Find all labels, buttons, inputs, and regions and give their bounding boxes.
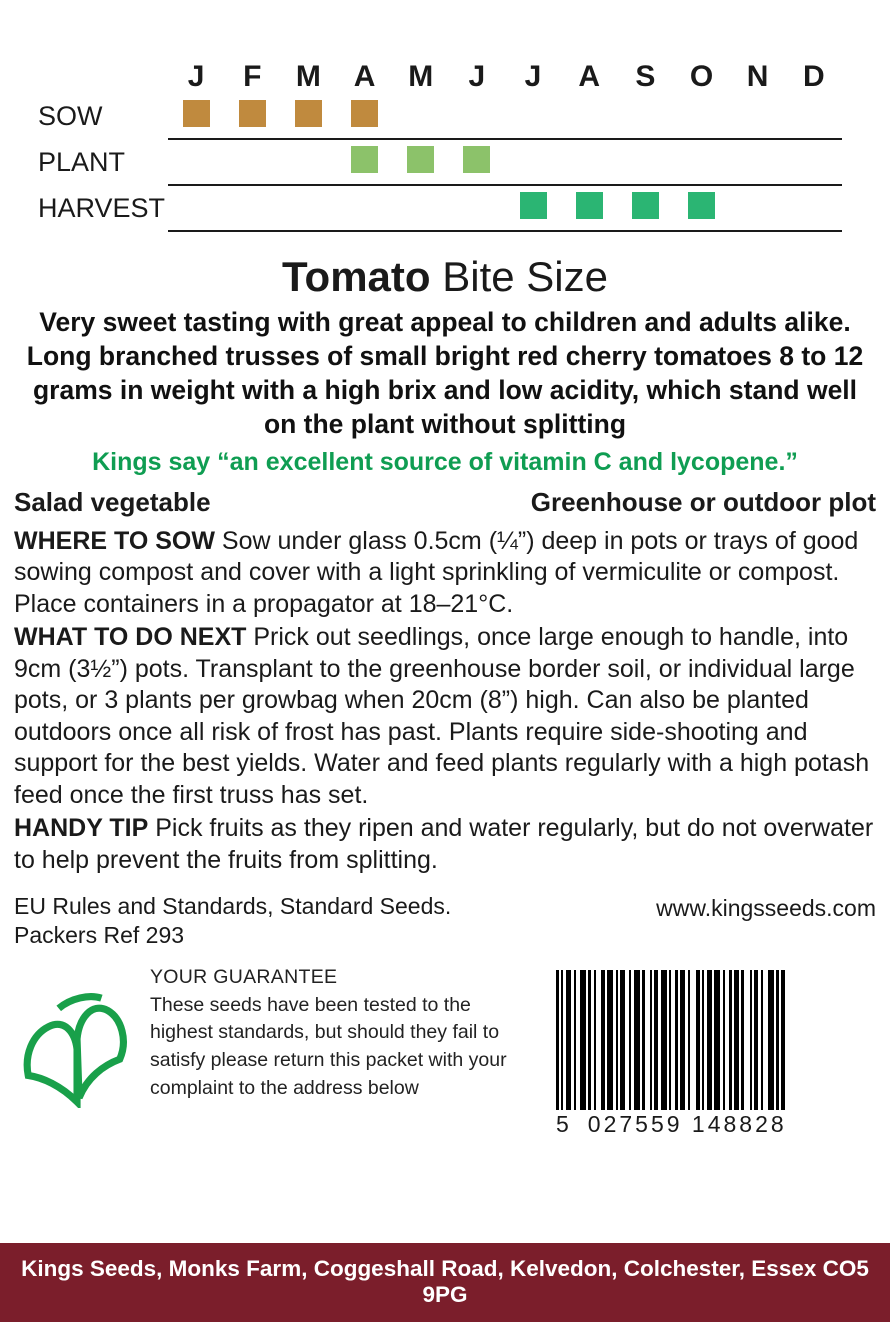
swatch-harvest-aug bbox=[576, 192, 603, 219]
swatch-harvest-jul bbox=[520, 192, 547, 219]
cell-sow-5 bbox=[449, 94, 505, 139]
month-label-10: N bbox=[746, 60, 769, 93]
cell-harvest-5 bbox=[449, 185, 505, 231]
cell-plant-1 bbox=[224, 139, 280, 185]
calendar-body bbox=[38, 94, 842, 231]
cell-sow-0 bbox=[168, 94, 224, 139]
swatch-sow-aug bbox=[576, 100, 603, 127]
month-label-11: D bbox=[803, 60, 825, 93]
swatch-harvest-apr bbox=[351, 192, 378, 219]
cell-plant-3 bbox=[336, 139, 392, 185]
swatch-harvest-mar bbox=[295, 192, 322, 219]
calendar-row-label-harvest: HARVEST bbox=[38, 192, 166, 223]
page-title bbox=[0, 254, 890, 300]
swatch-harvest-jan bbox=[183, 192, 210, 219]
cell-sow-10 bbox=[730, 94, 786, 139]
cell-harvest-2 bbox=[280, 185, 336, 231]
month-label-2: M bbox=[295, 60, 321, 93]
subheader-row bbox=[0, 477, 890, 518]
packers-ref-text: Packers Ref 293 bbox=[14, 922, 185, 949]
swatch-plant-apr bbox=[351, 146, 378, 173]
calendar-month-header-row bbox=[38, 60, 842, 94]
swatch-plant-oct bbox=[688, 146, 715, 173]
cell-plant-7 bbox=[561, 139, 617, 185]
cell-harvest-7 bbox=[561, 185, 617, 231]
swatch-sow-feb bbox=[239, 100, 266, 127]
barcode-digits-main: 027559 148828 bbox=[587, 1110, 787, 1137]
cell-harvest-8 bbox=[617, 185, 673, 231]
swatch-sow-may bbox=[407, 100, 434, 127]
meta-row bbox=[0, 878, 890, 950]
cell-sow-11 bbox=[786, 94, 842, 139]
month-label-3: A bbox=[353, 60, 376, 93]
calendar-row-sow bbox=[38, 94, 842, 139]
swatch-sow-mar bbox=[295, 100, 322, 127]
crop-name: Tomato bbox=[282, 253, 431, 300]
calendar-row-label-plant: PLANT bbox=[38, 146, 126, 177]
swatch-harvest-nov bbox=[744, 192, 771, 219]
swatch-plant-jan bbox=[183, 146, 210, 173]
barcode-digits bbox=[556, 1111, 876, 1138]
swatch-sow-jul bbox=[520, 100, 547, 127]
barcode-digit-left: 5 bbox=[556, 1110, 572, 1137]
cell-plant-4 bbox=[393, 139, 449, 185]
month-label-7: A bbox=[578, 60, 600, 93]
month-label-4: M bbox=[408, 60, 434, 93]
instruction-lead-where-to-sow: WHERE TO SOW bbox=[14, 526, 215, 555]
swatch-sow-jun bbox=[463, 100, 490, 127]
month-label-6: J bbox=[524, 60, 542, 93]
guarantee-body: These seeds have been tested to the highest standards, but should they fail to satisfy please return this packet with your complaint to the address below bbox=[150, 993, 507, 1099]
cell-harvest-11 bbox=[786, 185, 842, 231]
cell-sow-2 bbox=[280, 94, 336, 139]
cell-harvest-0 bbox=[168, 185, 224, 231]
leaf-logo-icon bbox=[14, 988, 136, 1108]
barcode-block bbox=[556, 964, 876, 1138]
instruction-body-where-to-sow: Sow under glass 0.5cm (¼”) deep in pots or trays of good sowing compost and cover with a light sprinkling of vermiculite or compost. Place containers in a propagator at 18–21°C. bbox=[14, 526, 859, 618]
swatch-sow-apr bbox=[351, 100, 378, 127]
swatch-sow-jan bbox=[183, 100, 210, 127]
company-address-bar: Kings Seeds, Monks Farm, Coggeshall Road, Kelvedon, Colchester, Essex CO5 9PG bbox=[0, 1243, 890, 1322]
cell-harvest-9 bbox=[673, 185, 729, 231]
swatch-harvest-may bbox=[407, 192, 434, 219]
swatch-harvest-oct bbox=[688, 192, 715, 219]
cell-harvest-3 bbox=[336, 185, 392, 231]
cell-sow-1 bbox=[224, 94, 280, 139]
cell-sow-6 bbox=[505, 94, 561, 139]
website-link[interactable]: www.kingsseeds.com bbox=[656, 895, 876, 922]
cell-sow-3 bbox=[336, 94, 392, 139]
swatch-harvest-sep bbox=[632, 192, 659, 219]
variety-name: Bite Size bbox=[442, 253, 608, 300]
cell-plant-11 bbox=[786, 139, 842, 185]
calendar-row-label-sow: SOW bbox=[38, 101, 103, 131]
month-label-9: O bbox=[689, 60, 714, 93]
cell-sow-4 bbox=[393, 94, 449, 139]
calendar-grid bbox=[38, 60, 842, 232]
cell-plant-10 bbox=[730, 139, 786, 185]
swatch-harvest-feb bbox=[239, 192, 266, 219]
swatch-harvest-jun bbox=[463, 192, 490, 219]
cell-harvest-6 bbox=[505, 185, 561, 231]
swatch-sow-oct bbox=[688, 100, 715, 127]
month-label-5: J bbox=[468, 60, 486, 93]
swatch-plant-jul bbox=[520, 146, 547, 173]
category-label: Salad vegetable bbox=[14, 486, 211, 517]
cell-sow-9 bbox=[673, 94, 729, 139]
instruction-what-to-do-next bbox=[14, 622, 876, 811]
eu-rules-text: EU Rules and Standards, Standard Seeds. bbox=[14, 893, 452, 920]
swatch-plant-sep bbox=[632, 146, 659, 173]
swatch-sow-dec bbox=[800, 100, 827, 127]
kings-say-quote: Kings say “an excellent source of vitamin C and lycopene.” bbox=[92, 447, 798, 476]
guarantee-title: YOUR GUARANTEE bbox=[150, 965, 338, 988]
meta-left bbox=[14, 892, 451, 950]
swatch-plant-dec bbox=[800, 146, 827, 173]
calendar-row-harvest bbox=[38, 185, 842, 231]
bottom-area bbox=[0, 950, 890, 1138]
month-label-1: F bbox=[243, 60, 262, 93]
guarantee-block bbox=[14, 964, 520, 1108]
swatch-plant-feb bbox=[239, 146, 266, 173]
swatch-plant-may bbox=[407, 146, 434, 173]
cell-plant-6 bbox=[505, 139, 561, 185]
cell-harvest-4 bbox=[393, 185, 449, 231]
cell-sow-7 bbox=[561, 94, 617, 139]
cell-sow-8 bbox=[617, 94, 673, 139]
title-block bbox=[0, 254, 890, 300]
swatch-sow-nov bbox=[744, 100, 771, 127]
instruction-lead-what-to-do-next: WHAT TO DO NEXT bbox=[14, 623, 247, 652]
cell-plant-2 bbox=[280, 139, 336, 185]
instruction-body-handy-tip: Pick fruits as they ripen and water regularly, but do not overwater to help prevent the fruits from splitting. bbox=[14, 814, 874, 874]
cell-harvest-1 bbox=[224, 185, 280, 231]
guarantee-text bbox=[136, 964, 520, 1102]
description-text: Very sweet tasting with great appeal to children and adults alike. Long branched trusses of small bright red cherry tomatoes 8 to 12 grams in weight with a high brix and low acidity, which stand well on the plant without splitting bbox=[26, 307, 864, 439]
instruction-lead-handy-tip: HANDY TIP bbox=[14, 814, 149, 843]
instruction-body-what-to-do-next: Prick out seedlings, once large enough to handle, into 9cm (3½”) pots. Transplant to the greenhouse border soil, or individual large pots, or 3 plants per growbag when 20cm (8”) high. Can also be planted outdoors once all risk of frost has past. Plants require side-shooting and support for the best yields. Water and feed plants regularly with a high potash feed once the first truss has set. bbox=[14, 623, 870, 809]
barcode-image bbox=[556, 970, 876, 1110]
cell-plant-8 bbox=[617, 139, 673, 185]
swatch-harvest-dec bbox=[800, 192, 827, 219]
cell-plant-5 bbox=[449, 139, 505, 185]
swatch-plant-mar bbox=[295, 146, 322, 173]
swatch-plant-aug bbox=[576, 146, 603, 173]
swatch-plant-nov bbox=[744, 146, 771, 173]
instruction-handy-tip bbox=[14, 813, 876, 876]
instruction-where-to-sow bbox=[14, 526, 876, 621]
calendar-row-plant bbox=[38, 139, 842, 185]
calendar-corner-spacer bbox=[38, 60, 168, 94]
sowing-calendar bbox=[0, 0, 890, 232]
location-label: Greenhouse or outdoor plot bbox=[530, 486, 876, 517]
month-label-0: J bbox=[187, 60, 205, 93]
swatch-plant-jun bbox=[463, 146, 490, 173]
swatch-sow-sep bbox=[632, 100, 659, 127]
month-label-8: S bbox=[635, 60, 656, 93]
cell-plant-0 bbox=[168, 139, 224, 185]
cell-plant-9 bbox=[673, 139, 729, 185]
cell-harvest-10 bbox=[730, 185, 786, 231]
growing-instructions bbox=[0, 518, 890, 877]
